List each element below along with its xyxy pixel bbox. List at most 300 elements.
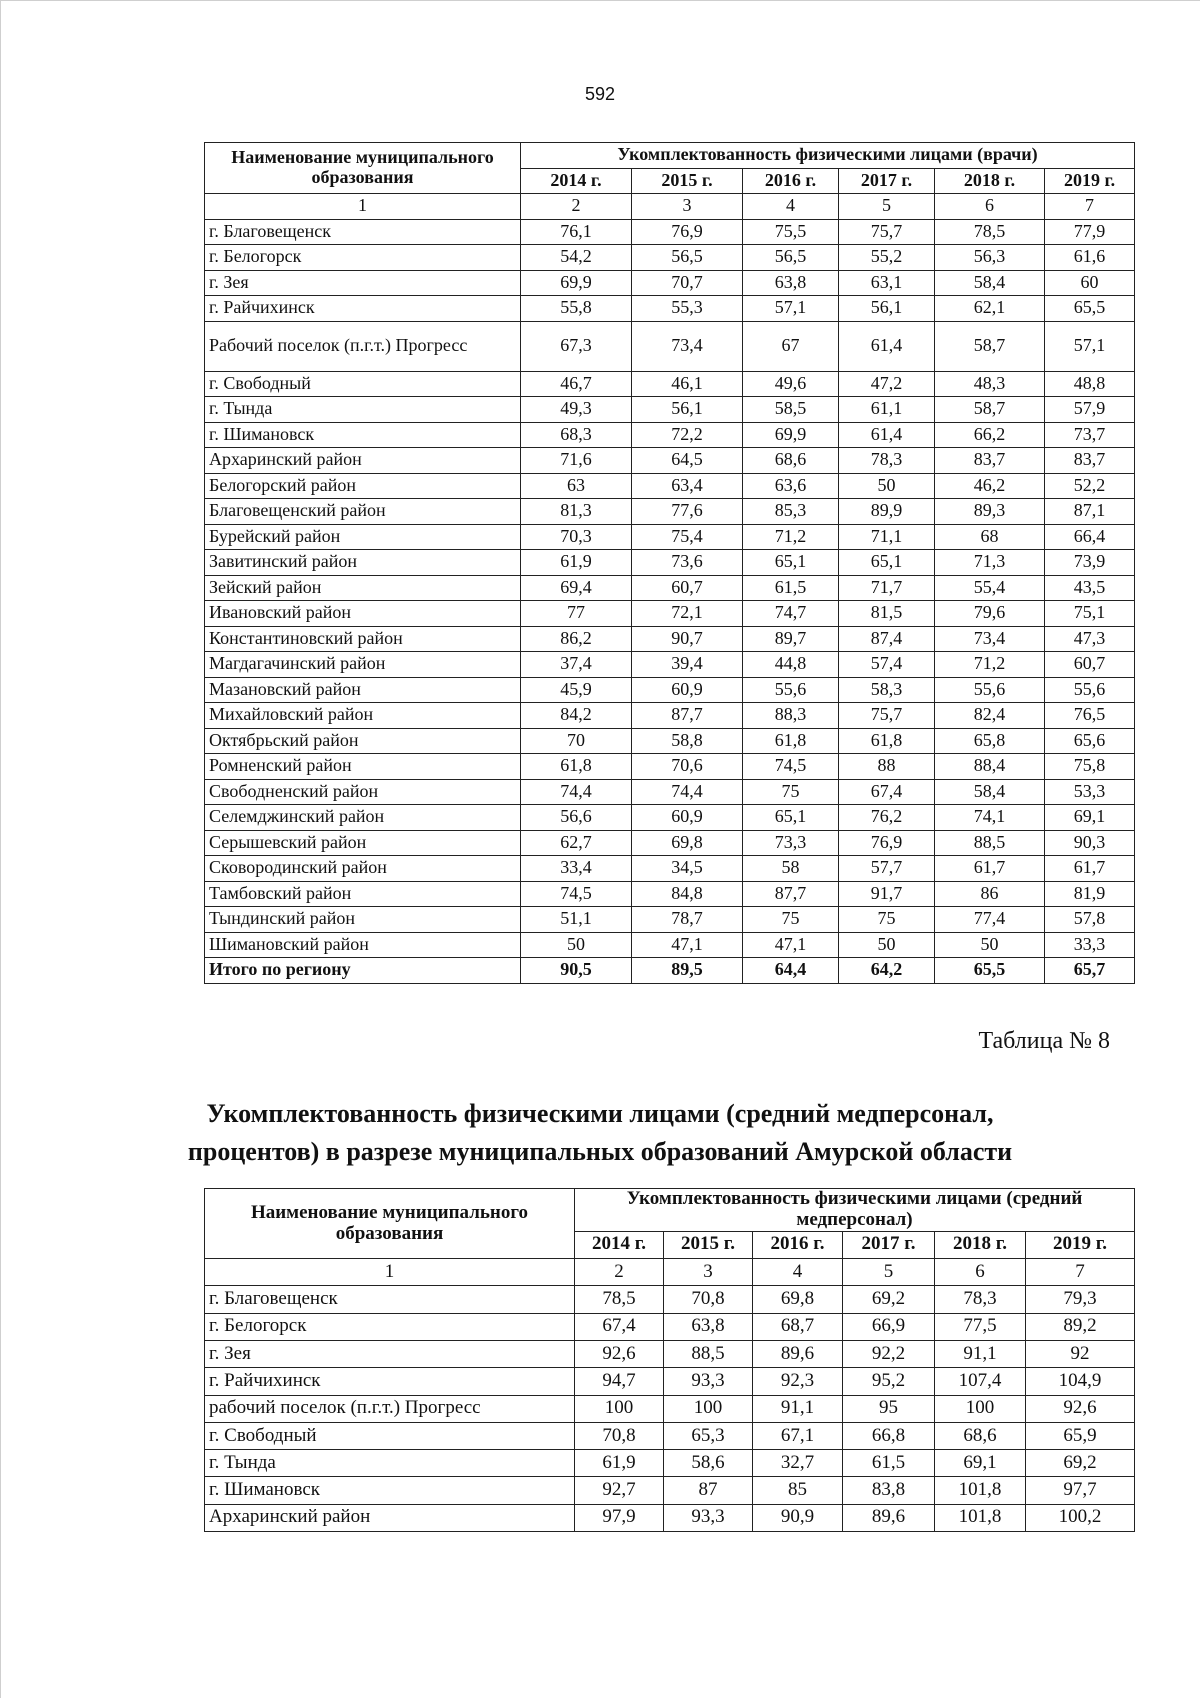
staffing-value: 37,4 [521, 652, 632, 678]
staffing-value: 87,1 [1045, 499, 1135, 525]
municipality-name: г. Свободный [205, 371, 521, 397]
staffing-value: 88,4 [935, 754, 1045, 780]
staffing-value: 75,4 [632, 524, 743, 550]
staffing-value: 56,5 [632, 245, 743, 271]
staffing-value: 101,8 [935, 1504, 1026, 1531]
column-number: 5 [839, 194, 935, 220]
staffing-value: 83,8 [843, 1477, 935, 1504]
staffing-value: 64,4 [743, 958, 839, 984]
staffing-value: 33,4 [521, 856, 632, 882]
staffing-value: 69,8 [632, 830, 743, 856]
table-row [205, 932, 1135, 958]
table-row [205, 703, 1135, 729]
staffing-value: 55,6 [743, 677, 839, 703]
staffing-value: 67,3 [521, 321, 632, 371]
municipality-name: Октябрьский район [205, 728, 521, 754]
staffing-value: 57,7 [839, 856, 935, 882]
staffing-value: 84,2 [521, 703, 632, 729]
staffing-value: 53,3 [1045, 779, 1135, 805]
staffing-value: 95 [843, 1395, 935, 1422]
year-header: 2017 г. [839, 168, 935, 194]
staffing-value: 65,5 [935, 958, 1045, 984]
staffing-value: 60,9 [632, 677, 743, 703]
municipality-name: Ромненский район [205, 754, 521, 780]
staffing-value: 58 [743, 856, 839, 882]
staffing-value: 58,8 [632, 728, 743, 754]
table-row [205, 448, 1135, 474]
staffing-value: 56,1 [632, 397, 743, 423]
staffing-value: 74,4 [521, 779, 632, 805]
staffing-value: 58,6 [664, 1450, 753, 1477]
staffing-value: 100 [935, 1395, 1026, 1422]
staffing-value: 50 [839, 932, 935, 958]
municipality-name: Магдагачинский район [205, 652, 521, 678]
year-header: 2015 г. [632, 168, 743, 194]
staffing-value: 57,8 [1045, 907, 1135, 933]
staffing-value: 61,5 [743, 575, 839, 601]
staffing-value: 56,1 [839, 296, 935, 322]
page-left-edge [0, 0, 1, 1698]
staffing-value: 77,6 [632, 499, 743, 525]
column-number: 2 [575, 1259, 664, 1286]
table-row [205, 652, 1135, 678]
staffing-value: 79,3 [1026, 1286, 1135, 1313]
staffing-value: 88,5 [664, 1340, 753, 1367]
year-header: 2015 г. [664, 1231, 753, 1258]
staffing-value: 68,3 [521, 422, 632, 448]
staffing-value: 86 [935, 881, 1045, 907]
table-row [205, 1395, 1135, 1422]
municipality-name: г. Райчихинск [205, 296, 521, 322]
column-header-group: Укомплектованность физическими лицами (врачи) [521, 143, 1135, 169]
column-header-name: Наименование муниципального образования [205, 1189, 575, 1259]
staffing-value: 46,7 [521, 371, 632, 397]
staffing-value: 46,1 [632, 371, 743, 397]
column-number: 1 [205, 194, 521, 220]
table-row [205, 856, 1135, 882]
staffing-value: 69,1 [1045, 805, 1135, 831]
staffing-value: 75 [839, 907, 935, 933]
staffing-value: 62,1 [935, 296, 1045, 322]
staffing-value: 87,7 [743, 881, 839, 907]
staffing-value: 97,7 [1026, 1477, 1135, 1504]
staffing-value: 93,3 [664, 1368, 753, 1395]
staffing-value: 65,9 [1026, 1422, 1135, 1449]
staffing-value: 63,6 [743, 473, 839, 499]
table-row [205, 575, 1135, 601]
staffing-value: 60,9 [632, 805, 743, 831]
staffing-value: 61,9 [575, 1450, 664, 1477]
staffing-value: 69,2 [1026, 1450, 1135, 1477]
table-row [205, 219, 1135, 245]
staffing-value: 58,4 [935, 270, 1045, 296]
nurses-staffing-table [204, 1188, 1135, 1532]
table-row [205, 1340, 1135, 1367]
municipality-name: Михайловский район [205, 703, 521, 729]
year-header: 2019 г. [1045, 168, 1135, 194]
column-number: 3 [664, 1259, 753, 1286]
staffing-value: 95,2 [843, 1368, 935, 1395]
staffing-value: 69,8 [753, 1286, 843, 1313]
municipality-name: Архаринский район [205, 448, 521, 474]
municipality-name: г. Райчихинск [205, 1368, 575, 1395]
column-number-row [205, 1259, 1135, 1286]
staffing-value: 48,3 [935, 371, 1045, 397]
table-row [205, 296, 1135, 322]
staffing-value: 90,5 [521, 958, 632, 984]
staffing-value: 92,6 [575, 1340, 664, 1367]
staffing-value: 61,7 [1045, 856, 1135, 882]
staffing-value: 58,3 [839, 677, 935, 703]
staffing-value: 70,8 [575, 1422, 664, 1449]
column-header-group: Укомплектованность физическими лицами (средний медперсонал) [575, 1189, 1135, 1232]
staffing-value: 76,2 [839, 805, 935, 831]
staffing-value: 47,1 [743, 932, 839, 958]
staffing-value: 91,1 [935, 1340, 1026, 1367]
table-title: Укомплектованность физическими лицами (средний медперсонал, процентов) в разрезе муниципальных образований Амурской области [187, 1099, 1013, 1166]
staffing-value: 100 [575, 1395, 664, 1422]
staffing-value: 91,7 [839, 881, 935, 907]
staffing-value: 56,3 [935, 245, 1045, 271]
staffing-value: 61,9 [521, 550, 632, 576]
staffing-value: 65,7 [1045, 958, 1135, 984]
table-row [205, 371, 1135, 397]
municipality-name: г. Зея [205, 1340, 575, 1367]
staffing-value: 90,3 [1045, 830, 1135, 856]
staffing-value: 70,7 [632, 270, 743, 296]
staffing-value: 68,6 [935, 1422, 1026, 1449]
municipality-name: Серышевский район [205, 830, 521, 856]
column-header-name: Наименование муниципального образования [205, 143, 521, 194]
staffing-value: 55,6 [1045, 677, 1135, 703]
staffing-value: 71,2 [743, 524, 839, 550]
staffing-value: 61,8 [521, 754, 632, 780]
staffing-value: 70,8 [664, 1286, 753, 1313]
column-number: 7 [1045, 194, 1135, 220]
column-number: 4 [753, 1259, 843, 1286]
staffing-value: 57,1 [743, 296, 839, 322]
staffing-value: 69,9 [743, 422, 839, 448]
table-row [205, 779, 1135, 805]
staffing-value: 55,8 [521, 296, 632, 322]
table-body [205, 1286, 1135, 1532]
table-row [205, 1504, 1135, 1531]
staffing-value: 65,8 [935, 728, 1045, 754]
staffing-value: 92,7 [575, 1477, 664, 1504]
staffing-value: 92 [1026, 1340, 1135, 1367]
staffing-value: 69,4 [521, 575, 632, 601]
staffing-value: 88,3 [743, 703, 839, 729]
column-number: 3 [632, 194, 743, 220]
municipality-name: Завитинский район [205, 550, 521, 576]
staffing-value: 54,2 [521, 245, 632, 271]
column-number: 5 [843, 1259, 935, 1286]
staffing-value: 61,8 [743, 728, 839, 754]
staffing-value: 63,8 [664, 1313, 753, 1340]
table-row [205, 499, 1135, 525]
staffing-value: 67 [743, 321, 839, 371]
staffing-value: 65,1 [743, 805, 839, 831]
table-row [205, 754, 1135, 780]
table-row [205, 1368, 1135, 1395]
staffing-value: 66,9 [843, 1313, 935, 1340]
table-row [205, 881, 1135, 907]
municipality-name: г. Зея [205, 270, 521, 296]
staffing-value: 89,3 [935, 499, 1045, 525]
staffing-value: 74,7 [743, 601, 839, 627]
staffing-value: 87 [664, 1477, 753, 1504]
table-row [205, 397, 1135, 423]
table-row [205, 1450, 1135, 1477]
staffing-value: 64,5 [632, 448, 743, 474]
staffing-value: 77,4 [935, 907, 1045, 933]
staffing-value: 100,2 [1026, 1504, 1135, 1531]
staffing-value: 61,4 [839, 321, 935, 371]
staffing-value: 61,5 [843, 1450, 935, 1477]
municipality-name: Итого по региону [205, 958, 521, 984]
municipality-name: г. Благовещенск [205, 219, 521, 245]
staffing-value: 55,3 [632, 296, 743, 322]
table-row [205, 805, 1135, 831]
staffing-value: 93,3 [664, 1504, 753, 1531]
staffing-value: 55,6 [935, 677, 1045, 703]
staffing-value: 63,4 [632, 473, 743, 499]
staffing-value: 61,7 [935, 856, 1045, 882]
staffing-value: 75,5 [743, 219, 839, 245]
municipality-name: Тындинский район [205, 907, 521, 933]
municipality-name: Благовещенский район [205, 499, 521, 525]
staffing-value: 83,7 [1045, 448, 1135, 474]
staffing-value: 47,2 [839, 371, 935, 397]
staffing-value: 78,7 [632, 907, 743, 933]
staffing-value: 78,5 [935, 219, 1045, 245]
municipality-name: Свободненский район [205, 779, 521, 805]
staffing-value: 74,5 [743, 754, 839, 780]
table-body [205, 219, 1135, 983]
staffing-value: 87,4 [839, 626, 935, 652]
year-header: 2019 г. [1026, 1231, 1135, 1258]
staffing-value: 71,6 [521, 448, 632, 474]
year-header: 2014 г. [521, 168, 632, 194]
municipality-name: Рабочий поселок (п.г.т.) Прогресс [205, 321, 521, 371]
municipality-name: Мазановский район [205, 677, 521, 703]
staffing-value: 65,3 [664, 1422, 753, 1449]
staffing-value: 67,4 [575, 1313, 664, 1340]
column-number-row [205, 194, 1135, 220]
table-row [205, 677, 1135, 703]
municipality-name: г. Свободный [205, 1422, 575, 1449]
staffing-value: 92,2 [843, 1340, 935, 1367]
municipality-name: г. Тында [205, 1450, 575, 1477]
staffing-value: 66,2 [935, 422, 1045, 448]
staffing-value: 85 [753, 1477, 843, 1504]
staffing-value: 61,4 [839, 422, 935, 448]
table-row [205, 245, 1135, 271]
staffing-value: 81,3 [521, 499, 632, 525]
staffing-value: 48,8 [1045, 371, 1135, 397]
staffing-value: 90,9 [753, 1504, 843, 1531]
staffing-value: 57,1 [1045, 321, 1135, 371]
staffing-value: 45,9 [521, 677, 632, 703]
page-top-edge [0, 0, 1200, 1]
staffing-value: 89,2 [1026, 1313, 1135, 1340]
staffing-value: 73,4 [935, 626, 1045, 652]
column-number: 7 [1026, 1259, 1135, 1286]
staffing-value: 107,4 [935, 1368, 1026, 1395]
staffing-value: 78,3 [839, 448, 935, 474]
table-row [205, 1422, 1135, 1449]
staffing-value: 58,7 [935, 397, 1045, 423]
staffing-value: 50 [521, 932, 632, 958]
staffing-value: 75,1 [1045, 601, 1135, 627]
table-row [205, 550, 1135, 576]
municipality-name: Константиновский район [205, 626, 521, 652]
staffing-value: 44,8 [743, 652, 839, 678]
staffing-value: 69,1 [935, 1450, 1026, 1477]
column-number: 2 [521, 194, 632, 220]
staffing-value: 77 [521, 601, 632, 627]
staffing-value: 75,8 [1045, 754, 1135, 780]
staffing-value: 39,4 [632, 652, 743, 678]
staffing-value: 65,1 [743, 550, 839, 576]
year-header: 2016 г. [743, 168, 839, 194]
municipality-name: Сковородинский район [205, 856, 521, 882]
staffing-value: 68 [935, 524, 1045, 550]
table-row [205, 270, 1135, 296]
staffing-value: 50 [839, 473, 935, 499]
municipality-name: Архаринский район [205, 1504, 575, 1531]
table-row [205, 1477, 1135, 1504]
table-row [205, 1286, 1135, 1313]
year-header: 2016 г. [753, 1231, 843, 1258]
staffing-value: 89,9 [839, 499, 935, 525]
physicians-staffing-table [204, 142, 1135, 984]
staffing-value: 70,3 [521, 524, 632, 550]
staffing-value: 84,8 [632, 881, 743, 907]
staffing-value: 89,7 [743, 626, 839, 652]
staffing-value: 69,2 [843, 1286, 935, 1313]
staffing-value: 47,3 [1045, 626, 1135, 652]
staffing-value: 89,5 [632, 958, 743, 984]
staffing-value: 75 [743, 907, 839, 933]
staffing-value: 81,5 [839, 601, 935, 627]
staffing-value: 49,3 [521, 397, 632, 423]
staffing-value: 55,4 [935, 575, 1045, 601]
staffing-value: 81,9 [1045, 881, 1135, 907]
table-row [205, 422, 1135, 448]
staffing-value: 47,1 [632, 932, 743, 958]
municipality-name: г. Благовещенск [205, 1286, 575, 1313]
staffing-value: 75 [743, 779, 839, 805]
staffing-value: 97,9 [575, 1504, 664, 1531]
staffing-value: 63 [521, 473, 632, 499]
staffing-value: 88 [839, 754, 935, 780]
staffing-value: 92,6 [1026, 1395, 1135, 1422]
staffing-value: 94,7 [575, 1368, 664, 1395]
staffing-value: 56,5 [743, 245, 839, 271]
staffing-value: 66,8 [843, 1422, 935, 1449]
staffing-value: 57,9 [1045, 397, 1135, 423]
staffing-value: 72,2 [632, 422, 743, 448]
staffing-value: 61,8 [839, 728, 935, 754]
staffing-value: 91,1 [753, 1395, 843, 1422]
staffing-value: 58,5 [743, 397, 839, 423]
table-row [205, 473, 1135, 499]
table-number: Таблица № 8 [978, 1028, 1110, 1054]
table-row [205, 1313, 1135, 1340]
staffing-value: 73,7 [1045, 422, 1135, 448]
staffing-value: 49,6 [743, 371, 839, 397]
staffing-value: 71,3 [935, 550, 1045, 576]
staffing-value: 65,5 [1045, 296, 1135, 322]
municipality-name: Шимановский район [205, 932, 521, 958]
table-row [205, 601, 1135, 627]
table-row [205, 626, 1135, 652]
staffing-value: 74,5 [521, 881, 632, 907]
staffing-value: 67,4 [839, 779, 935, 805]
staffing-value: 58,4 [935, 779, 1045, 805]
staffing-value: 61,1 [839, 397, 935, 423]
column-number: 1 [205, 1259, 575, 1286]
staffing-value: 50 [935, 932, 1045, 958]
staffing-value: 34,5 [632, 856, 743, 882]
column-number: 6 [935, 194, 1045, 220]
staffing-value: 46,2 [935, 473, 1045, 499]
staffing-value: 76,1 [521, 219, 632, 245]
staffing-value: 60 [1045, 270, 1135, 296]
staffing-value: 67,1 [753, 1422, 843, 1449]
municipality-name: Селемджинский район [205, 805, 521, 831]
staffing-value: 60,7 [632, 575, 743, 601]
staffing-value: 87,7 [632, 703, 743, 729]
staffing-value: 63,8 [743, 270, 839, 296]
table-row [205, 728, 1135, 754]
staffing-value: 60,7 [1045, 652, 1135, 678]
staffing-value: 75,7 [839, 703, 935, 729]
staffing-value: 70,6 [632, 754, 743, 780]
staffing-value: 57,4 [839, 652, 935, 678]
staffing-value: 71,7 [839, 575, 935, 601]
table-row [205, 321, 1135, 371]
column-number: 6 [935, 1259, 1026, 1286]
staffing-value: 90,7 [632, 626, 743, 652]
staffing-value: 101,8 [935, 1477, 1026, 1504]
staffing-value: 72,1 [632, 601, 743, 627]
municipality-name: рабочий поселок (п.г.т.) Прогресс [205, 1395, 575, 1422]
municipality-name: Зейский район [205, 575, 521, 601]
staffing-value: 88,5 [935, 830, 1045, 856]
staffing-value: 73,9 [1045, 550, 1135, 576]
staffing-value: 73,3 [743, 830, 839, 856]
staffing-value: 78,3 [935, 1286, 1026, 1313]
staffing-value: 66,4 [1045, 524, 1135, 550]
staffing-value: 62,7 [521, 830, 632, 856]
staffing-value: 76,9 [632, 219, 743, 245]
year-header: 2014 г. [575, 1231, 664, 1258]
staffing-value: 33,3 [1045, 932, 1135, 958]
staffing-value: 63,1 [839, 270, 935, 296]
staffing-value: 79,6 [935, 601, 1045, 627]
staffing-value: 55,2 [839, 245, 935, 271]
staffing-value: 83,7 [935, 448, 1045, 474]
staffing-value: 74,1 [935, 805, 1045, 831]
municipality-name: Ивановский район [205, 601, 521, 627]
staffing-value: 43,5 [1045, 575, 1135, 601]
table-row [205, 524, 1135, 550]
staffing-value: 74,4 [632, 779, 743, 805]
staffing-value: 73,6 [632, 550, 743, 576]
staffing-value: 56,6 [521, 805, 632, 831]
